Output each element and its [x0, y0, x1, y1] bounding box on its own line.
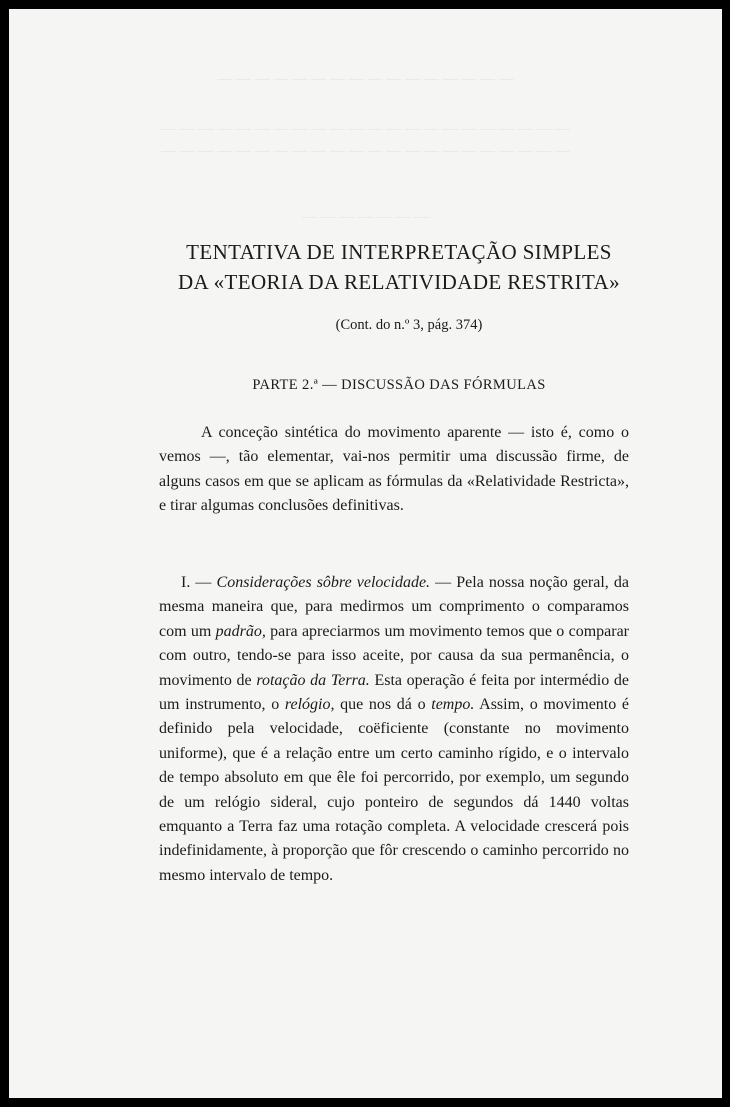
paragraph-2-text-c: Esta operação é feita por intermédio de um instrumento, o — [159, 671, 630, 714]
paragraph-2 — [159, 571, 629, 888]
title-line-1: TENTATIVA DE INTERPRETAÇÃO SIMPLES — [186, 240, 612, 264]
term-rotacao-da-terra: rotação da Terra. — [256, 671, 370, 689]
continuation-note: (Cont. do n.º 3, pág. 374) — [335, 317, 483, 333]
section-title: Considerações sôbre velocidade. — [216, 574, 431, 591]
section-dash: — — [190, 574, 217, 591]
paragraph-2-text-a: — Pela nossa noção geral, da mesma maneira que, para medirmos um comprimento o comparamos com um — [159, 574, 629, 640]
show-through-line: — — — — — — — — — — — — — — — — — — — — — — — [161, 143, 570, 159]
show-through-line: — — — — — — — — — — — — — — — — — — — — — — — [161, 121, 570, 137]
term-tempo: tempo. — [431, 696, 475, 714]
title-line-2: DA «TEORIA DA RELATIVIDADE RESTRITA» — [177, 270, 621, 294]
show-through-line: — — — — — — — — [301, 209, 430, 225]
term-padrao: padrão, — [215, 622, 266, 640]
part-heading: PARTE 2.ª — DISCUSSÃO DAS FÓRMULAS — [252, 377, 546, 393]
paragraph-2-text-b: para apreciarmos um movimento temos que o comparar com outro, tendo-se para isso aceite, por causa da sua permanência, o movimento de — [159, 622, 629, 689]
show-through-line: — — — — — — — — — — — — — — — — — [217, 71, 514, 87]
term-relogio: relógio, — [284, 696, 335, 714]
article-title — [159, 237, 639, 297]
paragraph-2-text-e: Assim, o movimento é definido pela velocidade, coëficiente (constante no movimento uniforme), que é a relação entre um certo caminho rígido, e o intervalo de tempo absoluto em que êle foi percorrido, por exemplo, um segundo de um relógio sideral, cujo ponteiro de segundos dá 1440 voltas emquanto a Terra faz uma rotação completa. A velocidade crescerá pois indefinidamente, à proporção que fôr crescendo o caminho percorrido no mesmo intervalo de tempo. — [159, 696, 630, 884]
paragraph-2-text-d: que nos dá o — [334, 696, 432, 714]
section-number: I. — [181, 574, 191, 591]
paragraph-1: A conceção sintética do movimento aparente — isto é, como o vemos —, tão elementar, vai-nos permitir uma discussão firme, de alguns casos em que se aplicam as fórmulas da «Relatividade Restricta», e tirar algumas conclusões definitivas. — [159, 424, 629, 515]
document-page — [9, 9, 722, 1098]
